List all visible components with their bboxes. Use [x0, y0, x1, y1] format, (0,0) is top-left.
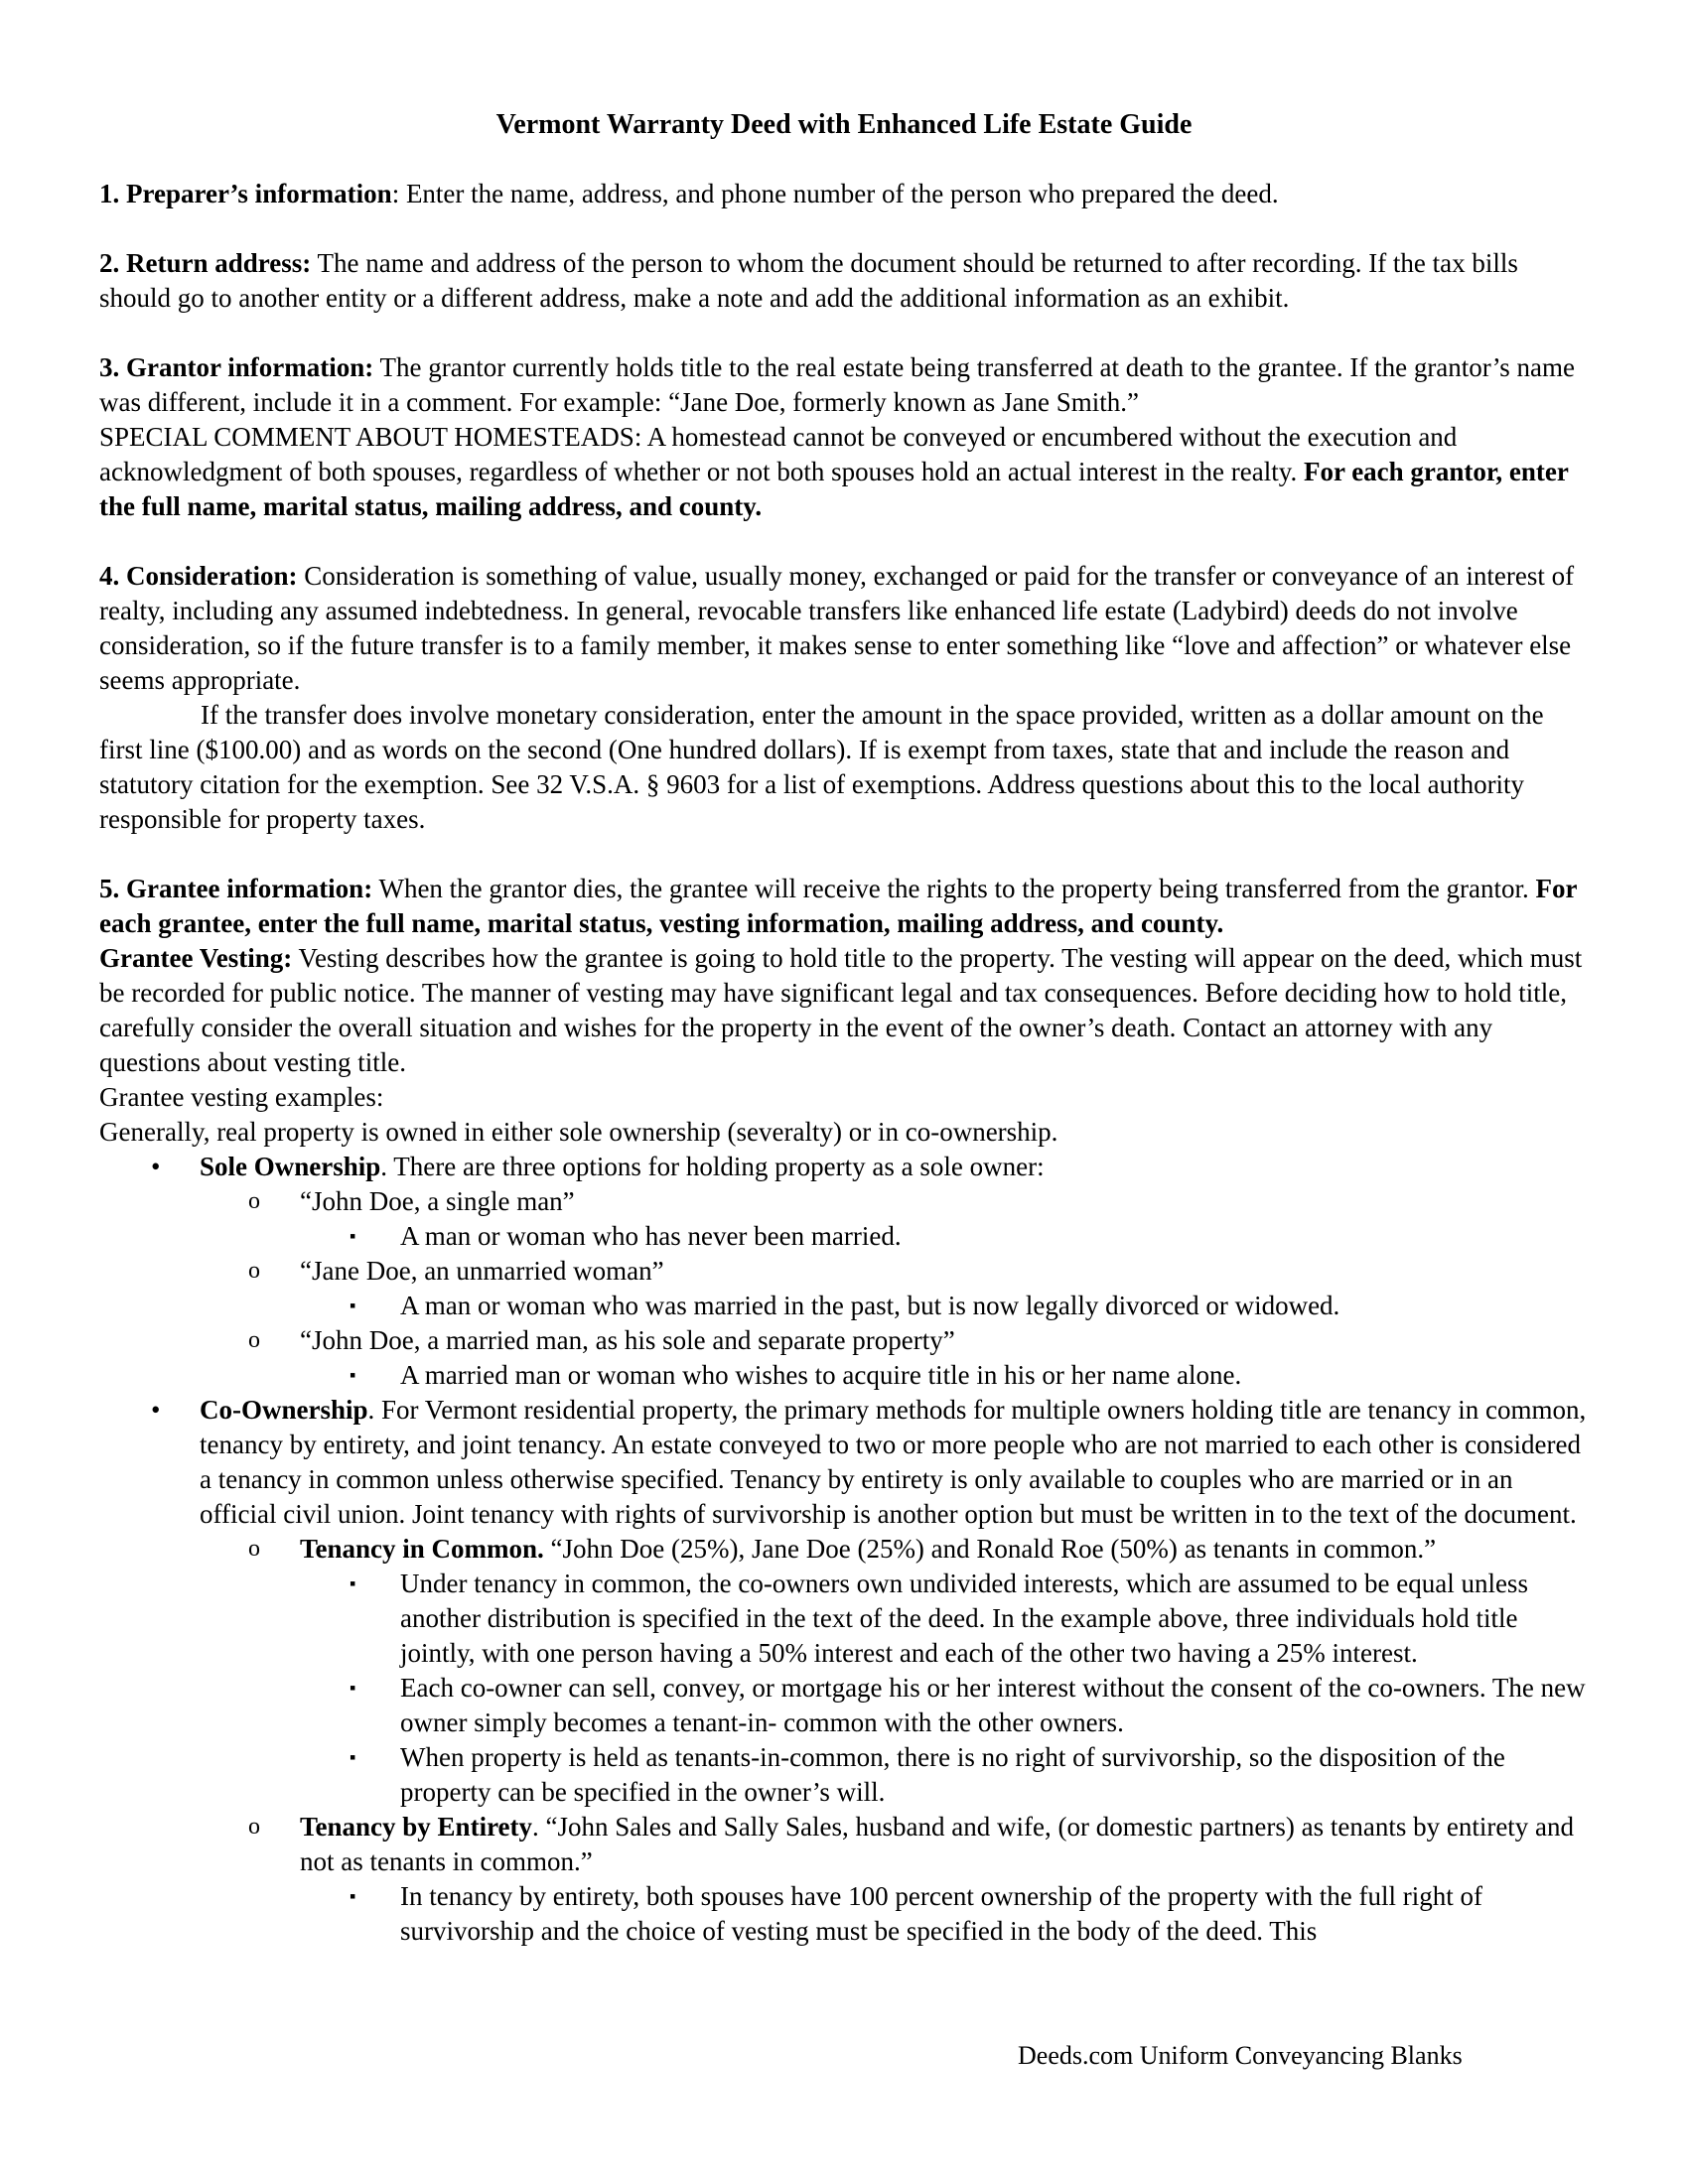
tenancy-heading: Tenancy by Entirety: [300, 1812, 533, 1842]
tenancy-example: “John Doe (25%), Jane Doe (25%) and Ronald Roe (50%) as tenants in common.”: [543, 1534, 1437, 1564]
tenancy-example: . “John Sales and Sally Sales, husband and wife, (or domestic partners) as tenants by entirety and not as tenants in common.”: [300, 1812, 1575, 1876]
section-grantor: [99, 350, 1589, 524]
square-bullet-icon: ▪: [350, 1886, 356, 1906]
list-item: [300, 1671, 1589, 1740]
list-item-text: . For Vermont residential property, the primary methods for multiple owners holding title are tenancy in common, tenancy by entirety, and joint tenancy. An estate conveyed to two or more people who are not married to each other is considered a tenancy in common unless otherwise specified. Tenancy by entirety is only available to couples who are married or in an official civil union. Joint tenancy with rights of survivorship is another option but must be written in to the text of the document.: [200, 1395, 1587, 1529]
document-page: [99, 107, 1589, 1949]
page-footer: Deeds.com Uniform Conveyancing Blanks: [1018, 2041, 1463, 2070]
list-item-tenancy-in-common: [200, 1532, 1589, 1810]
list-item-heading: Co-Ownership: [200, 1395, 368, 1425]
section-heading: 4. Consideration:: [99, 561, 298, 591]
list-item-sole-ownership: [99, 1150, 1589, 1393]
section-heading: 3. Grantor information:: [99, 352, 374, 382]
vesting-description: A man or woman who has never been married.: [400, 1221, 902, 1251]
vesting-text: Vesting describes how the grantee is going to hold title to the property. The vesting will appear on the deed, which must be recorded for public notice. The manner of vesting may have significant legal and tax consequences. Before deciding how to hold title, carefully consider the overall situation and wishes for the property in the event of the owner’s death. Contact an attorney with any questions about vesting title.: [99, 943, 1583, 1077]
vesting-description: A married man or woman who wishes to acquire title in his or her name alone.: [400, 1360, 1242, 1390]
list-item-text: . There are three options for holding property as a sole owner:: [380, 1152, 1045, 1181]
section-text: When the grantor dies, the grantee will receive the rights to the property being transferred from the grantor.: [372, 874, 1536, 903]
list-item-tenancy-by-entirety: [200, 1810, 1589, 1949]
tenancy-detail: When property is held as tenants-in-common, there is no right of survivorship, so the disposition of the property can be specified in the owner’s will.: [400, 1742, 1505, 1807]
circle-bullet-icon: o: [248, 1536, 260, 1562]
vesting-example: “John Doe, a married man, as his sole and separate property”: [300, 1325, 955, 1355]
section-preparer: [99, 177, 1589, 211]
section-return-address: [99, 246, 1589, 316]
section-grantee: [99, 872, 1589, 1150]
section-heading: 2. Return address:: [99, 248, 312, 278]
vesting-heading: Grantee Vesting:: [99, 943, 293, 973]
square-bullet-icon: ▪: [350, 1296, 356, 1315]
square-bullet-icon: ▪: [350, 1365, 356, 1385]
tenancy-detail: Under tenancy in common, the co-owners own undivided interests, which are assumed to be equal unless another distribution is specified in the text of the deed. In the example above, three individuals hold title jointly, with one person having a 50% interest and each of the other two having a 25% interest.: [400, 1569, 1528, 1668]
list-item: [300, 1567, 1589, 1671]
bullet-icon: •: [151, 1152, 161, 1181]
vesting-generally: Generally, real property is owned in either sole ownership (severalty) or in co-ownership.: [99, 1117, 1058, 1147]
list-item: [300, 1879, 1589, 1949]
circle-bullet-icon: o: [248, 1258, 260, 1284]
section-text-2: If the transfer does involve monetary consideration, enter the amount in the space provided, written as a dollar amount on the first line ($100.00) and as words on the second (One hundred dollars). If is exempt from taxes, state that and include the reason and statutory citation for the exemption. See 32 V.S.A. § 9603 for a list of exemptions. Address questions about this to the local authority responsible for property taxes.: [99, 700, 1544, 834]
vesting-example: “John Doe, a single man”: [300, 1186, 575, 1216]
square-bullet-icon: ▪: [350, 1747, 356, 1767]
tenancy-heading: Tenancy in Common.: [300, 1534, 544, 1564]
vesting-example: “Jane Doe, an unmarried woman”: [300, 1256, 664, 1286]
vesting-examples-label: Grantee vesting examples:: [99, 1082, 384, 1112]
square-bullet-icon: ▪: [350, 1226, 356, 1246]
section-text: : Enter the name, address, and phone number of the person who prepared the deed.: [391, 179, 1279, 208]
tenancy-detail: Each co-owner can sell, convey, or mortgage his or her interest without the consent of the co-owners. The new owner simply becomes a tenant-in- common with the other owners.: [400, 1673, 1586, 1737]
list-item: [200, 1184, 1589, 1254]
list-item-heading: Sole Ownership: [200, 1152, 381, 1181]
square-bullet-icon: ▪: [350, 1678, 356, 1698]
list-item-co-ownership: [99, 1393, 1589, 1949]
section-heading: 5. Grantee information:: [99, 874, 373, 903]
circle-bullet-icon: o: [248, 1814, 260, 1840]
list-item: [300, 1219, 1589, 1254]
circle-bullet-icon: o: [248, 1188, 260, 1214]
section-text: The grantor currently holds title to the real estate being transferred at death to the grantee. If the grantor’s name was different, include it in a comment. For example: “Jane Doe, formerly known as Jane Smith.”: [99, 352, 1576, 417]
homestead-text: : A homestead cannot be conveyed or encumbered without the execution and acknowledgment of both spouses, regardless of whether or not both spouses hold an actual interest in the realty.: [99, 422, 1458, 486]
list-item: [200, 1323, 1589, 1393]
list-item: [300, 1740, 1589, 1810]
section-consideration: [99, 559, 1589, 837]
ownership-list: [99, 1150, 1589, 1949]
circle-bullet-icon: o: [248, 1327, 260, 1353]
section-text: The name and address of the person to whom the document should be returned to after recording. If the tax bills should go to another entity or a different address, make a note and add the additional information as an exhibit.: [99, 248, 1518, 313]
bullet-icon: •: [151, 1395, 161, 1425]
section-heading: 1. Preparer’s information: [99, 179, 392, 208]
vesting-description: A man or woman who was married in the past, but is now legally divorced or widowed.: [400, 1291, 1340, 1320]
grantee-instruction: For each grantee, enter the full name, marital status, vesting information, mailing address, and county.: [99, 874, 1578, 938]
tenancy-detail: In tenancy by entirety, both spouses have 100 percent ownership of the property with the full right of survivorship and the choice of vesting must be specified in the body of the deed. This: [400, 1881, 1482, 1946]
grantor-instruction: For each grantor, enter the full name, marital status, mailing address, and county.: [99, 457, 1569, 521]
section-text: Consideration is something of value, usually money, exchanged or paid for the transfer or conveyance of an interest of realty, including any assumed indebtedness. In general, revocable transfers like enhanced life estate (Ladybird) deeds do not involve consideration, so if the future transfer is to a family member, it makes sense to enter something like “love and affection” or whatever else seems appropriate.: [99, 561, 1575, 695]
list-item: [200, 1254, 1589, 1323]
document-title: Vermont Warranty Deed with Enhanced Life Estate Guide: [495, 109, 1193, 140]
homestead-heading: SPECIAL COMMENT ABOUT HOMESTEADS: [99, 422, 634, 452]
square-bullet-icon: ▪: [350, 1573, 356, 1593]
list-item: [300, 1289, 1589, 1323]
list-item: [300, 1358, 1589, 1393]
